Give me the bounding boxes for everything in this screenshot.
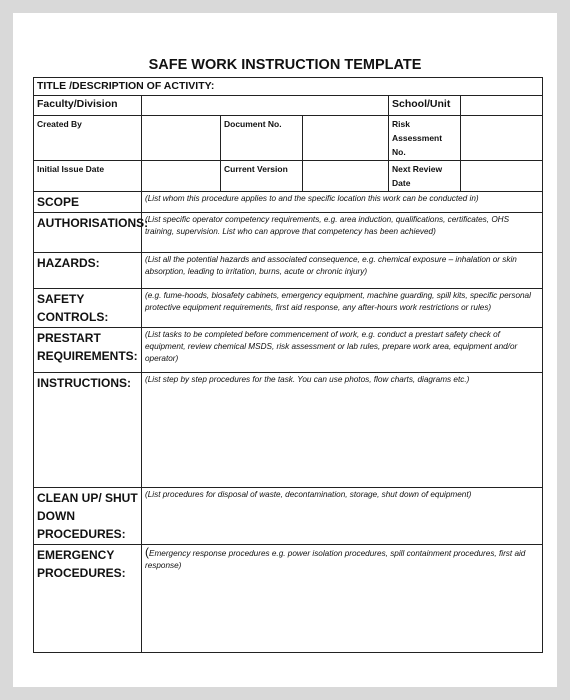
- risk-assessment-label: Risk Assessment No.: [389, 116, 461, 161]
- created-by-input[interactable]: [142, 116, 221, 161]
- authorisations-label: AUTHORISATIONS:: [34, 213, 142, 253]
- faculty-row: [34, 96, 543, 116]
- authorisations-hint[interactable]: (List specific operator competency requirements, e.g. area induction, qualifications, certificates, OHS training, supervision. List who can approve that competency has been achieved): [142, 213, 543, 253]
- document-title: SAFE WORK INSTRUCTION TEMPLATE: [148, 57, 422, 73]
- emergency-hint-cell[interactable]: [142, 545, 543, 653]
- issue-date-row: [34, 161, 543, 192]
- document-page: [13, 13, 557, 687]
- next-review-input[interactable]: [461, 161, 543, 192]
- safety-controls-hint[interactable]: (e.g. fume-hoods, biosafety cabinets, emergency equipment, machine guarding, spill kits, specific personal protective equipment requirements, first aid response, any after-hours work restrictions or rules): [142, 289, 543, 328]
- created-by-row: [34, 116, 543, 161]
- emergency-row: [34, 545, 543, 653]
- created-by-label: Created By: [34, 116, 142, 161]
- current-version-input[interactable]: [303, 161, 389, 192]
- title-row: [34, 78, 543, 96]
- scope-label: SCOPE: [34, 192, 142, 213]
- scope-hint[interactable]: (List whom this procedure applies to and the specific location this work can be conducted in): [142, 192, 543, 213]
- clean-up-hint[interactable]: (List procedures for disposal of waste, decontamination, storage, shut down of equipment): [142, 488, 543, 545]
- hazards-label: HAZARDS:: [34, 253, 142, 289]
- next-review-label: Next Review Date: [389, 161, 461, 192]
- emergency-label: EMERGENCY PROCEDURES:: [34, 545, 142, 653]
- document-no-input[interactable]: [303, 116, 389, 161]
- school-input[interactable]: [461, 96, 543, 116]
- safe-work-form-table: [33, 77, 543, 653]
- faculty-input[interactable]: [142, 96, 389, 116]
- clean-up-label: CLEAN UP/ SHUT DOWN PROCEDURES:: [34, 488, 142, 545]
- initial-issue-label: Initial Issue Date: [34, 161, 142, 192]
- current-version-label: Current Version: [221, 161, 303, 192]
- initial-issue-input[interactable]: [142, 161, 221, 192]
- document-no-label: Document No.: [221, 116, 303, 161]
- title-description-label: TITLE /DESCRIPTION OF ACTIVITY:: [37, 80, 215, 92]
- prestart-row: [34, 328, 543, 373]
- authorisations-row: [34, 213, 543, 253]
- prestart-hint[interactable]: (List tasks to be completed before commencement of work, e.g. conduct a prestart safety check of equipment, review chemical MSDS, risk assessment or lab rules, prepare work area, equipment and/or operator): [142, 328, 543, 373]
- school-label: School/Unit: [389, 96, 461, 116]
- faculty-label: Faculty/Division: [34, 96, 142, 116]
- prestart-label: PRESTART REQUIREMENTS:: [34, 328, 142, 373]
- hazards-hint[interactable]: (List all the potential hazards and associated consequence, e.g. chemical exposure – inhalation or skin absorption, leading to irritation, burns, acute or chronic injury): [142, 253, 543, 289]
- title-description-field[interactable]: [34, 78, 543, 96]
- instructions-label: INSTRUCTIONS:: [34, 373, 142, 488]
- safety-controls-label: SAFETY CONTROLS:: [34, 289, 142, 328]
- emergency-hint-paren: (: [145, 545, 149, 559]
- safety-controls-row: [34, 289, 543, 328]
- instructions-hint[interactable]: (List step by step procedures for the task. You can use photos, flow charts, diagrams etc.): [142, 373, 543, 488]
- scope-row: [34, 192, 543, 213]
- instructions-row: [34, 373, 543, 488]
- risk-assessment-input[interactable]: [461, 116, 543, 161]
- hazards-row: [34, 253, 543, 289]
- emergency-hint: Emergency response procedures e.g. power isolation procedures, spill containment procedures, first aid response): [145, 549, 526, 570]
- clean-up-row: [34, 488, 543, 545]
